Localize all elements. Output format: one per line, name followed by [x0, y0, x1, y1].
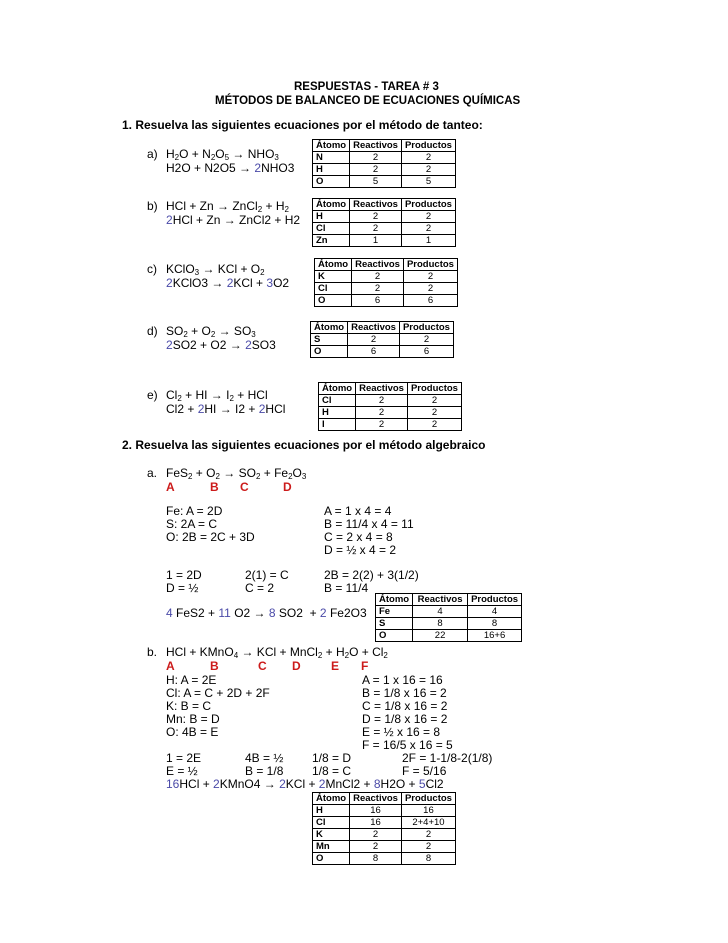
table-cell: O [313, 176, 350, 188]
algebra-b-solve: 1/8 = C [312, 764, 352, 778]
table-cell: 1 [401, 235, 455, 247]
item-a-balanced: H2O + N2O5 → 2NHO3 [166, 161, 295, 175]
table-cell: O [313, 853, 350, 865]
table-cell: N [313, 152, 350, 164]
table-cell: 16 [350, 805, 402, 817]
table-row [319, 419, 462, 431]
table-row [376, 606, 522, 618]
table-cell: 2 [403, 283, 457, 295]
table-cell: 2 [352, 283, 404, 295]
table-row [313, 841, 456, 853]
algebra-b-letter-a: A [166, 659, 175, 673]
table-row [311, 334, 454, 346]
algebra-a-solve: C = 2 [245, 581, 275, 595]
algebra-a-letter-b: B [210, 480, 219, 494]
table-cell: 2 [348, 334, 400, 346]
coefficient: 5 [418, 777, 426, 791]
table-cell: 2 [407, 419, 461, 431]
coefficient: 2 [319, 606, 327, 620]
algebra-b-eq-left: Cl: A = C + 2D + 2F [166, 686, 270, 700]
algebra-a-label: a. [147, 466, 158, 480]
table-cell: 2 [407, 407, 461, 419]
table-cell: 6 [403, 295, 457, 307]
algebra-b-eq-left: O: 4B = E [166, 725, 219, 739]
coefficient: 2 [318, 777, 326, 791]
table-cell: 6 [352, 295, 404, 307]
item-e-table [318, 382, 462, 431]
table-cell: 8 [468, 618, 522, 630]
algebra-a-eq-left: S: 2A = C [166, 517, 218, 531]
algebra-a-solve: 1 = 2D [166, 568, 202, 582]
table-cell: Cl [313, 223, 350, 235]
table-cell: K [315, 271, 352, 283]
algebra-a-equation: $FeS_2 + O_2 \to SO_2 + Fe_2O_3$ [166, 466, 307, 481]
item-c-equation: KClO$_3$ → KCl + $O_2$ [166, 262, 265, 277]
algebra-a-solve: D = ½ [166, 581, 199, 595]
algebra-b-eq-right: B = 1/8 x 16 = 2 [362, 686, 447, 700]
table-cell: 2 [350, 152, 402, 164]
table-cell: S [376, 618, 413, 630]
algebra-a-eq-left: Fe: A = 2D [166, 504, 223, 518]
coefficient: 4 [166, 606, 173, 620]
item-b-table [312, 198, 456, 247]
table-row [313, 817, 456, 829]
item-e-balanced: Cl2 + 2HI → I2 + 2HCl [166, 402, 286, 416]
coefficient: 11 [218, 606, 231, 620]
table-row [311, 346, 454, 358]
table-header: Átomo [311, 322, 348, 334]
page-subtitle: MÉTODOS DE BALANCEO DE ECUACIONES QUÍMICAS [215, 95, 521, 107]
algebra-a-table [375, 593, 522, 642]
table-row [313, 235, 456, 247]
item-e-label: e) [147, 388, 158, 402]
algebra-b-table [312, 792, 456, 865]
algebra-b-solve: 2F = 1-1/8-2(1/8) [402, 751, 493, 765]
algebra-a-solve: B = 11/4 [324, 581, 369, 595]
table-header: Productos [468, 594, 522, 606]
algebra-a-letter-c: C [240, 480, 249, 494]
algebra-b-eq-right: A = 1 x 16 = 16 [362, 673, 443, 687]
table-cell: 2 [350, 829, 402, 841]
algebra-b-letter-c: C [258, 659, 267, 673]
table-header: Productos [401, 140, 455, 152]
table-cell: 1 [350, 235, 402, 247]
table-cell: O [311, 346, 348, 358]
table-cell: 2 [350, 164, 402, 176]
table-header: Átomo [313, 199, 350, 211]
table-cell: 2 [350, 211, 402, 223]
item-b-balanced: 2HCl + Zn → ZnCl2 + H2 [166, 213, 301, 227]
table-row [313, 211, 456, 223]
algebra-a-eq-right: C = 2 x 4 = 8 [324, 530, 393, 544]
table-row [313, 152, 456, 164]
algebra-b-solve: B = 1/8 [245, 764, 284, 778]
table-row [313, 805, 456, 817]
algebra-b-eq-right: F = 16/5 x 16 = 5 [362, 738, 453, 752]
algebra-b-eq-left: K: B = C [166, 699, 212, 713]
algebra-a-eq-right: B = 11/4 x 4 = 11 [324, 517, 414, 531]
table-row [313, 164, 456, 176]
section1-heading: 1. Resuelva las siguientes ecuaciones por el método de tanteo: [122, 118, 483, 132]
table-row [376, 618, 522, 630]
table-header: Productos [403, 259, 457, 271]
algebra-a-letter-a: A [166, 480, 175, 494]
table-header: Átomo [315, 259, 352, 271]
item-d-balanced: 2SO2 + O2 → 2SO3 [166, 338, 276, 352]
table-header: Reactivos [348, 322, 400, 334]
algebra-b-letter-f: F [361, 659, 369, 673]
algebra-a-balanced: 4 FeS2 + 11 O2 → 8 SO2 + 2 Fe2O3 [166, 606, 367, 620]
page-title: RESPUESTAS - TAREA # 3 [294, 81, 439, 93]
table-header: Átomo [319, 383, 356, 395]
table-cell: 2 [401, 164, 455, 176]
table-header: Átomo [313, 140, 350, 152]
algebra-a-eq-right: D = ½ x 4 = 2 [324, 543, 397, 557]
table-header: Reactivos [352, 259, 404, 271]
table-header: Átomo [376, 594, 413, 606]
table-header: Productos [407, 383, 461, 395]
section2-heading: 2. Resuelva las siguientes ecuaciones por el método algebraico [122, 438, 486, 452]
table-cell: 2 [403, 271, 457, 283]
table-cell: 2 [407, 395, 461, 407]
algebra-a-solve: 2(1) = C [245, 568, 289, 582]
table-header: Reactivos [350, 140, 402, 152]
algebra-b-eq-right: C = 1/8 x 16 = 2 [362, 699, 448, 713]
item-a-equation: $H_2O + N_2O_5 \to NHO_3$ [166, 147, 279, 162]
coefficient: 8 [373, 777, 381, 791]
coefficient: 8 [268, 606, 276, 620]
item-a-table [312, 139, 456, 188]
table-cell: S [311, 334, 348, 346]
algebra-b-solve: 4B = ½ [245, 751, 284, 765]
item-b-equation: HCl + Zn → ZnCl$_2$ + $H_2$ [166, 199, 289, 214]
table-cell: K [313, 829, 350, 841]
algebra-b-balanced: 16HCl + 2KMnO4 → 2KCl + 2MnCl2 + 8H2O + 5Cl2 [166, 777, 444, 791]
item-c-table [314, 258, 458, 307]
item-c-balanced: 2KClO3 → 2KCl + 3O2 [166, 276, 290, 290]
table-cell: Mn [313, 841, 350, 853]
algebra-b-letter-d: D [292, 659, 301, 673]
algebra-b-solve: E = ½ [166, 764, 198, 778]
table-cell: H [313, 211, 350, 223]
table-row [319, 395, 462, 407]
table-cell: 2 [352, 271, 404, 283]
algebra-b-letter-b: B [210, 659, 219, 673]
table-cell: 4 [413, 606, 468, 618]
algebra-a-letter-d: D [283, 480, 292, 494]
table-cell: O [376, 630, 413, 642]
algebra-b-eq-right: D = 1/8 x 16 = 2 [362, 712, 448, 726]
table-cell: 16 [350, 817, 402, 829]
table-header: Reactivos [350, 793, 402, 805]
table-cell: 2+4+10 [401, 817, 455, 829]
algebra-a-eq-left: O: 2B = 2C + 3D [166, 530, 255, 544]
algebra-b-eq-left: H: A = 2E [166, 673, 217, 687]
coefficient: 2 [213, 777, 220, 791]
table-row [313, 176, 456, 188]
table-cell: Cl [313, 817, 350, 829]
algebra-b-solve: F = 5/16 [402, 764, 447, 778]
table-row [319, 407, 462, 419]
item-c-label: c) [147, 262, 157, 276]
table-row [315, 295, 458, 307]
table-row [315, 283, 458, 295]
table-row [315, 271, 458, 283]
table-row [376, 630, 522, 642]
table-cell: 16 [401, 805, 455, 817]
table-cell: 8 [401, 853, 455, 865]
table-cell: 4 [468, 606, 522, 618]
table-cell: Zn [313, 235, 350, 247]
item-a-label: a) [147, 147, 158, 161]
table-cell: Fe [376, 606, 413, 618]
table-cell: 2 [399, 334, 453, 346]
algebra-b-solve: 1 = 2E [166, 751, 202, 765]
table-header: Productos [401, 793, 455, 805]
table-cell: 2 [356, 407, 408, 419]
table-cell: Cl [315, 283, 352, 295]
table-cell: 2 [401, 829, 455, 841]
table-cell: O [315, 295, 352, 307]
algebra-b-equation: HCl + KMnO$_4$ → KCl + MnCl$_2$ + $H_2O + Cl_2$ [166, 645, 388, 660]
algebra-a-solve: 2B = 2(2) + 3(1/2) [324, 568, 419, 582]
table-cell: 16+6 [468, 630, 522, 642]
table-row [313, 853, 456, 865]
table-header: Reactivos [356, 383, 408, 395]
table-cell: I [319, 419, 356, 431]
table-header: Reactivos [413, 594, 468, 606]
item-d-table [310, 321, 454, 358]
table-cell: 2 [401, 152, 455, 164]
table-cell: 2 [401, 211, 455, 223]
table-cell: H [313, 805, 350, 817]
table-cell: H [313, 164, 350, 176]
table-cell: 5 [350, 176, 402, 188]
table-cell: 6 [348, 346, 400, 358]
item-d-equation: $SO_2 + O_2 \to SO_3$ [166, 324, 256, 339]
coefficient: 2 [279, 777, 286, 791]
table-header: Reactivos [350, 199, 402, 211]
table-cell: 8 [350, 853, 402, 865]
table-cell: 2 [401, 223, 455, 235]
table-cell: 2 [350, 223, 402, 235]
table-header: Productos [401, 199, 455, 211]
coefficient: 16 [166, 777, 180, 791]
table-header: Átomo [313, 793, 350, 805]
item-e-equation: $Cl_2$ + HI → $I_2$ + HCl [166, 388, 268, 403]
item-b-label: b) [147, 199, 158, 213]
table-row [313, 829, 456, 841]
table-cell: 6 [399, 346, 453, 358]
table-row [313, 223, 456, 235]
algebra-b-solve: 1/8 = D [312, 751, 352, 765]
table-cell: 22 [413, 630, 468, 642]
algebra-b-eq-right: E = ½ x 16 = 8 [362, 725, 441, 739]
algebra-b-label: b. [147, 645, 158, 659]
algebra-b-letter-e: E [331, 659, 340, 673]
table-cell: Cl [319, 395, 356, 407]
algebra-a-eq-right: A = 1 x 4 = 4 [324, 504, 392, 518]
table-cell: H [319, 407, 356, 419]
table-cell: 2 [401, 841, 455, 853]
table-cell: 2 [356, 395, 408, 407]
item-d-label: d) [147, 324, 158, 338]
table-cell: 2 [350, 841, 402, 853]
table-cell: 8 [413, 618, 468, 630]
algebra-b-eq-left: Mn: B = D [166, 712, 220, 726]
table-cell: 2 [356, 419, 408, 431]
table-header: Productos [399, 322, 453, 334]
table-cell: 5 [401, 176, 455, 188]
